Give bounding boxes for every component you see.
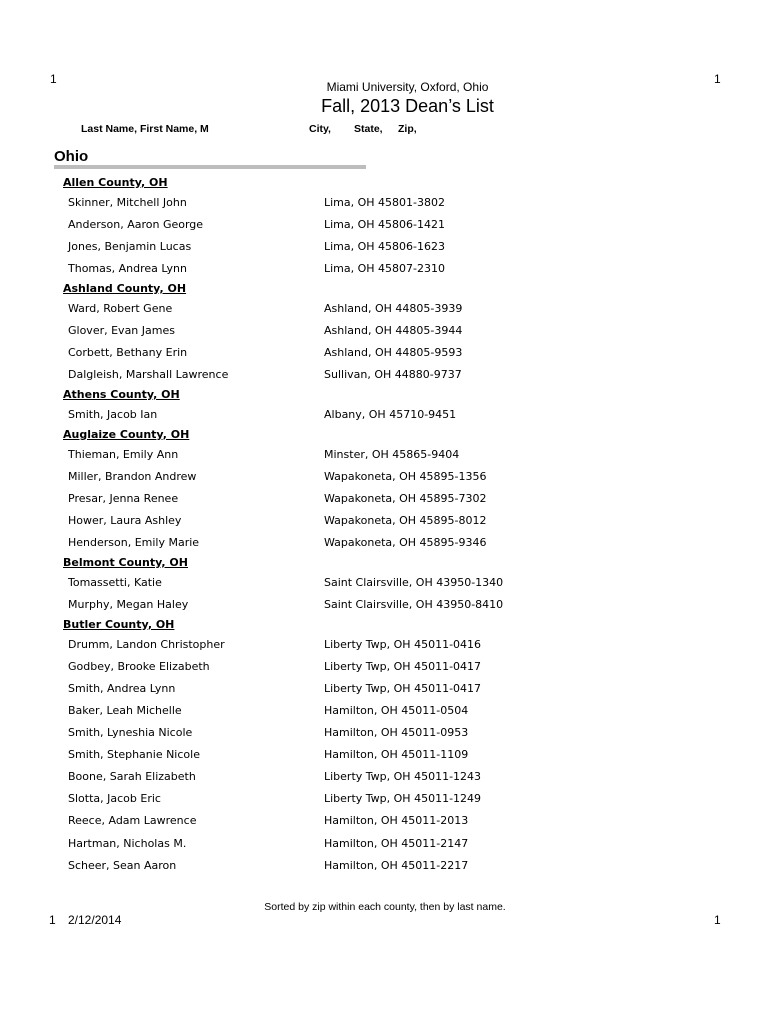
institution-name: Miami University, Oxford, Ohio	[326, 80, 489, 94]
student-name: Murphy, Megan Haley	[68, 597, 189, 611]
student-location: Liberty Twp, OH 45011-1243	[324, 770, 482, 784]
student-location: Minster, OH 45865-9404	[324, 447, 460, 461]
student-name: Smith, Lyneshia Nicole	[68, 726, 193, 739]
student-location: Wapakoneta, OH 45895-9346	[324, 536, 487, 550]
student-name: Hartman, Nicholas M.	[68, 836, 187, 850]
student-name: Anderson, Aaron George	[68, 218, 204, 232]
column-header-zip: Zip,	[398, 123, 417, 135]
county-heading: Allen County, OH	[63, 176, 168, 189]
student-name: Jones, Benjamin Lucas	[68, 240, 192, 254]
student-location: Sullivan, OH 44880-9737	[324, 368, 462, 382]
student-location: Liberty Twp, OH 45011-0416	[324, 637, 482, 651]
student-location: Wapakoneta, OH 45895-7302	[324, 491, 487, 505]
footer-page-number-right: 1	[714, 913, 721, 927]
student-location: Ashland, OH 44805-9593	[324, 346, 463, 360]
student-location: Wapakoneta, OH 45895-1356	[324, 469, 487, 483]
student-name: Slotta, Jacob Eric	[68, 792, 161, 806]
student-location: Lima, OH 45806-1623	[324, 240, 446, 254]
student-name: Tomassetti, Katie	[68, 575, 162, 589]
student-name: Corbett, Bethany Erin	[68, 346, 188, 360]
column-header-name: Last Name, First Name, M	[81, 123, 209, 135]
student-name: Miller, Brandon Andrew	[68, 469, 197, 483]
student-name: Ward, Robert Gene	[68, 302, 173, 315]
student-location: Liberty Twp, OH 45011-0417	[324, 659, 482, 673]
state-heading: Ohio	[54, 148, 89, 165]
student-name: Godbey, Brooke Elizabeth	[68, 659, 210, 673]
student-name: Boone, Sarah Elizabeth	[68, 770, 196, 784]
footer-note: Sorted by zip within each county, then by last name.	[264, 901, 506, 913]
page-number-top-left: 1	[50, 72, 57, 86]
student-location: Hamilton, OH 45011-2217	[324, 858, 469, 872]
county-heading: Butler County, OH	[63, 617, 175, 631]
student-name: Scheer, Sean Aaron	[68, 858, 177, 872]
student-location: Lima, OH 45807-2310	[324, 262, 446, 276]
student-name: Henderson, Emily Marie	[68, 536, 200, 550]
student-location: Hamilton, OH 45011-2013	[324, 814, 469, 828]
student-location: Hamilton, OH 45011-0504	[324, 703, 469, 717]
student-name: Glover, Evan James	[68, 324, 175, 338]
student-name: Hower, Laura Ashley	[68, 514, 182, 527]
footer-date: 2/12/2014	[68, 913, 122, 927]
student-location: Hamilton, OH 45011-1109	[324, 748, 469, 762]
student-location: Lima, OH 45801-3802	[324, 196, 446, 209]
student-location: Liberty Twp, OH 45011-1249	[324, 792, 482, 806]
student-location: Hamilton, OH 45011-0953	[324, 726, 469, 739]
student-location: Liberty Twp, OH 45011-0417	[324, 681, 482, 695]
student-name: Drumm, Landon Christopher	[68, 637, 225, 651]
student-location: Ashland, OH 44805-3939	[324, 302, 463, 315]
student-location: Saint Clairsville, OH 43950-8410	[324, 597, 504, 611]
footer-page-number-left: 1	[49, 913, 56, 927]
county-heading: Ashland County, OH	[63, 282, 187, 295]
county-heading: Belmont County, OH	[63, 555, 188, 569]
student-location: Lima, OH 45806-1421	[324, 218, 446, 232]
state-divider	[54, 165, 366, 169]
column-header-city: City,	[309, 123, 331, 135]
student-location: Albany, OH 45710-9451	[324, 408, 457, 421]
student-name: Thomas, Andrea Lynn	[68, 262, 187, 276]
student-name: Presar, Jenna Renee	[68, 491, 179, 505]
student-name: Smith, Andrea Lynn	[68, 681, 176, 695]
county-heading: Athens County, OH	[63, 388, 180, 401]
student-location: Ashland, OH 44805-3944	[324, 324, 463, 338]
county-heading: Auglaize County, OH	[63, 427, 190, 441]
student-name: Baker, Leah Michelle	[68, 703, 182, 717]
column-header-state: State,	[354, 123, 383, 135]
student-name: Dalgleish, Marshall Lawrence	[68, 368, 229, 382]
student-location: Saint Clairsville, OH 43950-1340	[324, 575, 504, 589]
page-number-top-right: 1	[714, 72, 721, 86]
student-location: Hamilton, OH 45011-2147	[324, 836, 469, 850]
student-name: Smith, Jacob Ian	[68, 408, 158, 421]
student-name: Reece, Adam Lawrence	[68, 814, 197, 828]
student-location: Wapakoneta, OH 45895-8012	[324, 514, 487, 527]
student-name: Thieman, Emily Ann	[68, 447, 179, 461]
page-title: Fall, 2013 Dean’s List	[321, 96, 494, 116]
student-name: Skinner, Mitchell John	[68, 196, 187, 209]
student-name: Smith, Stephanie Nicole	[68, 748, 200, 762]
